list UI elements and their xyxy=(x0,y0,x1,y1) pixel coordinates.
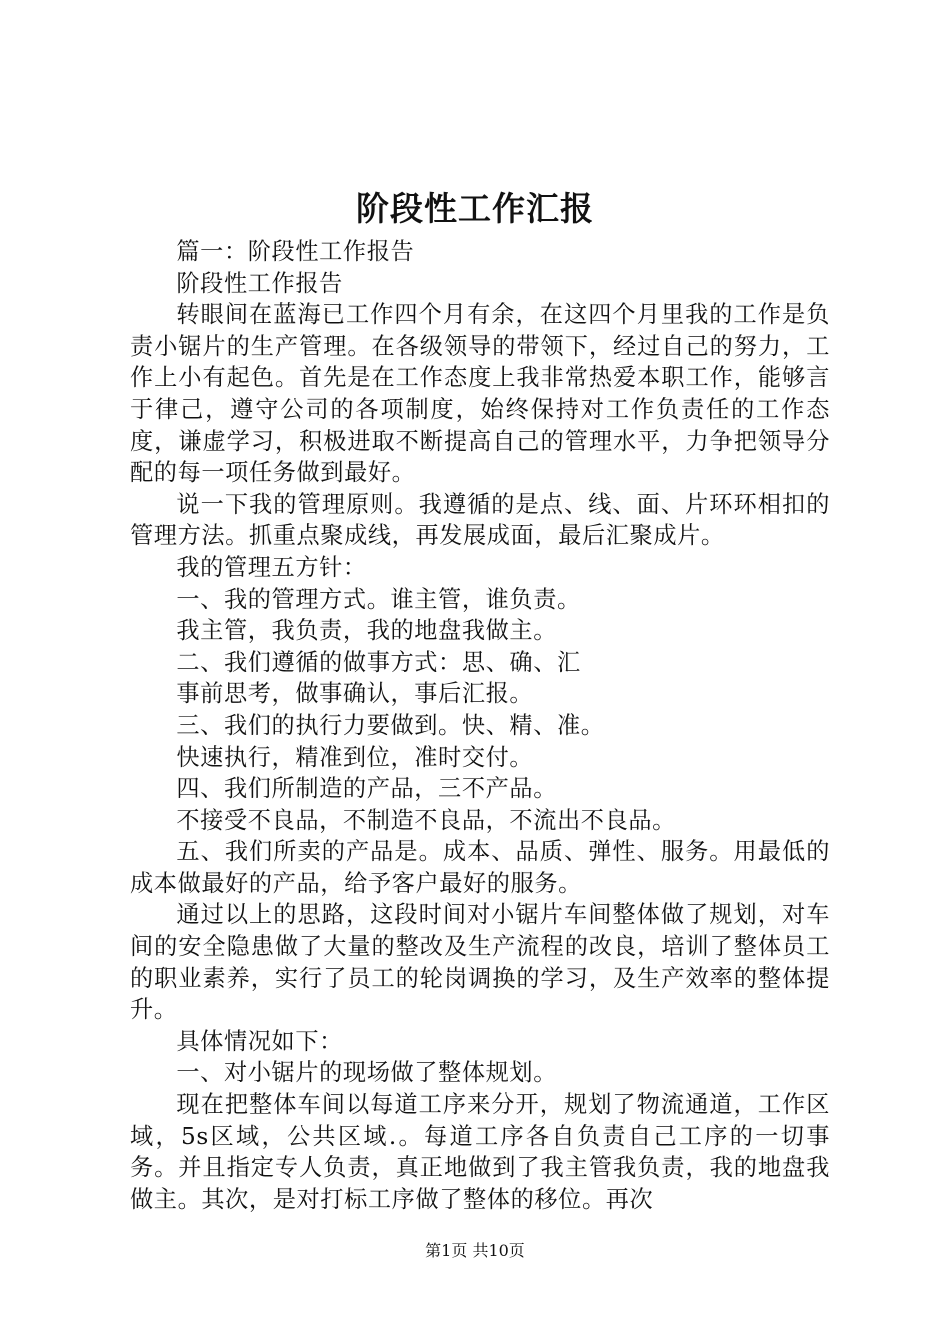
body-paragraph: 转眼间在蓝海已工作四个月有余，在这四个月里我的工作是负责小锯片的生产管理。在各级领导的带领下，经过自己的努力，工作上小有起色。首先是在工作态度上我非常热爱本职工作，能够言于律己，遵守公司的各项制度，始终保持对工作负责任的工作态度，谦虚学习，积极进取不断提高自己的管理水平，力争把领导分配的每一项任务做到最好。 xyxy=(130,301,830,487)
subsection-heading: 阶段性工作报告 xyxy=(176,269,343,297)
section-heading: 篇一：阶段性工作报告 xyxy=(176,238,415,265)
body-paragraph: 我的管理五方针： xyxy=(176,553,367,581)
body-paragraph: 具体情况如下： xyxy=(176,1027,343,1055)
body-paragraph: 四、我们所制造的产品，三不产品。 xyxy=(176,775,557,803)
body-paragraph: 三、我们的执行力要做到。快、精、准。 xyxy=(176,711,605,739)
document-body xyxy=(130,236,830,1215)
body-paragraph: 不接受不良品，不制造不良品，不流出不良品。 xyxy=(176,806,676,834)
body-paragraph: 我主管，我负责，我的地盘我做主。 xyxy=(176,617,557,645)
document-title: 阶段性工作汇报 xyxy=(356,189,594,228)
body-paragraph: 通过以上的思路，这段时间对小锯片车间整体做了规划，对车间的安全隐患做了大量的整改及生产流程的改良，培训了整体员工的职业素养，实行了员工的轮岗调换的学习，及生产效率的整体提升。 xyxy=(130,901,830,1024)
body-paragraph: 现在把整体车间以每道工序来分开，规划了物流通道，工作区域，5s区域，公共区域.。每道工序各自负责自己工序的一切事务。并且指定专人负责，真正地做到了我主管我负责，我的地盘我做主。其次，是对打标工序做了整体的移位。再次 xyxy=(130,1091,830,1213)
body-paragraph: 快速执行，精准到位，准时交付。 xyxy=(176,743,534,771)
page-footer: 第1页 共10页 xyxy=(425,1241,525,1260)
body-paragraph: 说一下我的管理原则。我遵循的是点、线、面、片环环相扣的管理方法。抓重点聚成线，再发展成面，最后汇聚成片。 xyxy=(130,490,830,550)
body-paragraph: 五、我们所卖的产品是。成本、品质、弹性、服务。用最低的成本做最好的产品，给予客户最好的服务。 xyxy=(130,838,830,897)
body-paragraph: 二、我们遵循的做事方式：思、确、汇 xyxy=(176,648,581,676)
body-paragraph: 一、我的管理方式。谁主管，谁负责。 xyxy=(176,585,581,613)
body-paragraph: 事前思考，做事确认，事后汇报。 xyxy=(176,680,534,708)
body-paragraph: 一、对小锯片的现场做了整体规划。 xyxy=(176,1059,557,1087)
